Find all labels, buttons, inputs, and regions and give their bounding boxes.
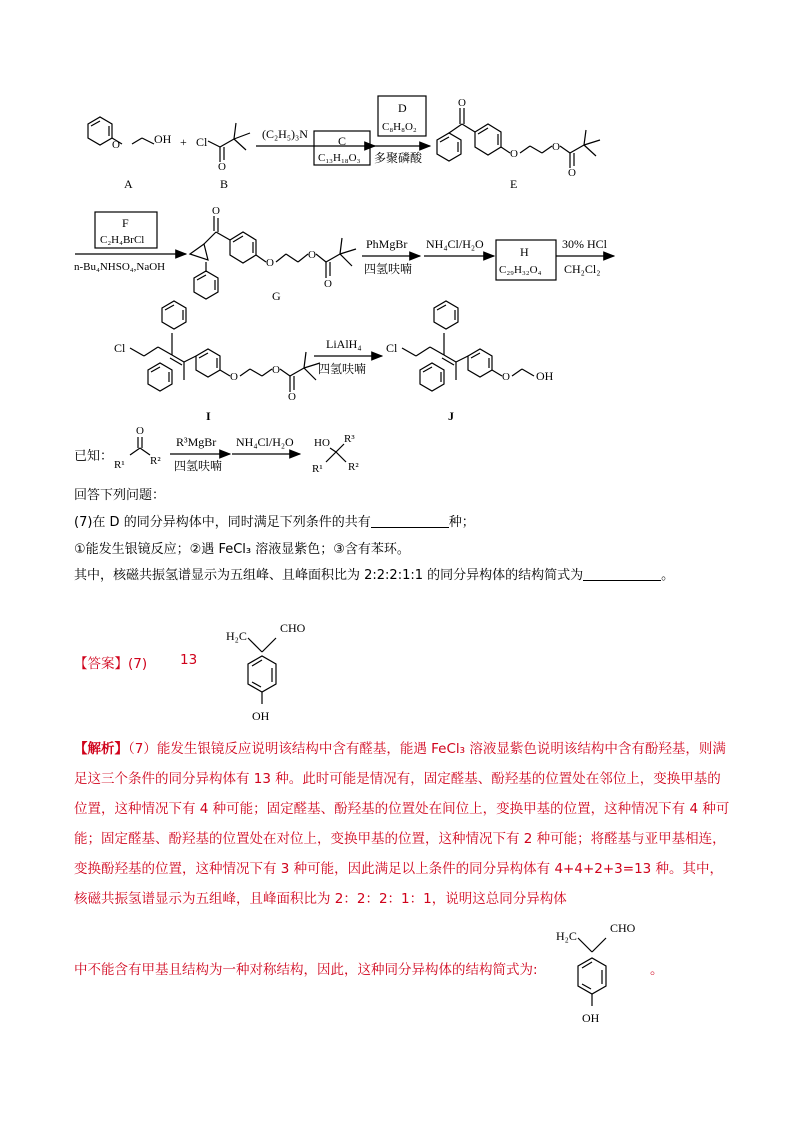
box-c-formula: C₁₃H₁₈O₃ — [318, 152, 361, 164]
question-7-nmr — [74, 566, 674, 586]
question-7-nmr-text: 其中，核磁共振氢谱显示为五组峰、且峰面积比为 2:2:2:1:1 的同分异构体的结构简式为 — [74, 568, 584, 583]
plus-sign: + — [180, 135, 187, 149]
arrow3-reagent: n-Bu₄NHSO₄,NaOH — [74, 261, 166, 273]
compound-a-structure — [88, 117, 154, 145]
known-ho: HO — [314, 437, 330, 449]
known-solvent: 四氢呋喃 — [174, 459, 223, 473]
analysis-text: （7）能发生银镜反应说明该结构中含有醛基，能遇 FeCl₃ 溶液显紫色说明该结构中含有酚羟基，则满足这三个条件的同分异构体有 13 种。此时可能是情况有，固定醛基、酚羟基的位置处在邻位上，变换甲基的位置，这种情况下有 4 种可能；固定醛基、酚羟基的位置处在间位上，变换甲基的位置，这种情况下有 4 种可能；固定醛基、酚羟基的位置处在对位上，变换甲基的位置，这种情况下有 2 种可能；将醛基与亚甲基相连，变换酚羟基的位置，这种情况下有 3 种可能，因此满足以上条件的同分异构体有 4+4+2+3=13 种。其中，核磁共振氢谱显示为五组峰，且峰面积比为 2：2：2：1：1，说明这总同分异构体 — [74, 741, 730, 907]
known-prefix: 已知： — [74, 448, 114, 463]
svg-text:O: O — [112, 139, 120, 151]
question-7-unit: 种； — [448, 515, 475, 530]
compound-i-structure — [130, 301, 320, 392]
answer-oh: OH — [252, 709, 270, 723]
svg-text:O: O — [568, 167, 576, 179]
svg-text:O: O — [324, 278, 332, 290]
answer-cho: CHO — [280, 621, 306, 635]
svg-text:O: O — [502, 371, 510, 383]
question-7-text: (7)在 D 的同分异构体中，同时满足下列条件的共有 — [74, 515, 371, 530]
known-r2-right: R² — [348, 461, 359, 473]
compound-j-structure — [402, 301, 534, 391]
arrow2-reagent: 多聚磷酸 — [374, 151, 423, 165]
box-f-label: F — [122, 216, 129, 230]
synthesis-scheme — [0, 0, 800, 480]
known-r1-right: R¹ — [312, 463, 323, 475]
compound-j-cl: Cl — [386, 341, 398, 355]
compound-e-structure — [437, 108, 600, 168]
svg-text:O: O — [218, 161, 226, 173]
answer-label: 【答案】(7) — [74, 656, 148, 672]
compound-j-oh: OH — [536, 369, 554, 383]
svg-text:O: O — [230, 371, 238, 383]
compound-a-oh: OH — [154, 132, 172, 146]
arrow7-reagent: LiAlH₄ — [326, 337, 362, 351]
answer-h2c: H₂C — [226, 629, 247, 643]
answer-blank-structure — [583, 566, 661, 581]
label-a: A — [124, 177, 133, 191]
svg-text:O: O — [136, 425, 144, 437]
question-7 — [74, 513, 475, 533]
answer-blank-count — [371, 513, 449, 528]
svg-text:O: O — [308, 249, 316, 261]
box-h-formula: C₂₉H₃₂O₄ — [499, 264, 542, 276]
arrow6-solvent: CH₂Cl₂ — [564, 262, 601, 276]
svg-text:O: O — [458, 97, 466, 109]
known-r2-left: R² — [150, 455, 161, 467]
label-j: J — [448, 409, 454, 423]
answer-count: 13 — [180, 652, 198, 668]
known-r3: R³ — [344, 433, 355, 445]
arrow7-solvent: 四氢呋喃 — [318, 362, 367, 376]
arrow5-reagent: NH₄Cl/H₂O — [426, 237, 484, 251]
question-7-end: 。 — [661, 568, 675, 583]
known-r1-left: R¹ — [114, 459, 125, 471]
svg-text:O: O — [212, 205, 220, 217]
box-h-label: H — [520, 245, 529, 259]
analysis-h2c: H₂C — [556, 929, 577, 943]
question-intro: 回答下列问题： — [74, 488, 166, 503]
analysis-oh: OH — [582, 1011, 600, 1025]
svg-text:O: O — [288, 391, 296, 403]
analysis-last-line: 中不能含有甲基且结构为一种对称结构，因此，这种同分异构体的结构简式为: — [74, 962, 538, 978]
known-reagent1: R³MgBr — [176, 435, 217, 449]
question-conditions: ①能发生银镜反应；②遇 FeCl₃ 溶液显紫色；③含有苯环。 — [74, 542, 410, 557]
label-i: I — [206, 409, 211, 423]
analysis-cho: CHO — [610, 921, 636, 935]
analysis-paragraph — [74, 734, 734, 914]
svg-text:O: O — [266, 257, 274, 269]
compound-i-cl: Cl — [114, 341, 126, 355]
arrow4-solvent: 四氢呋喃 — [364, 262, 413, 276]
svg-text:O: O — [552, 141, 560, 153]
svg-text:O: O — [272, 364, 280, 376]
svg-text:O: O — [510, 148, 518, 160]
analysis-end: 。 — [650, 962, 664, 978]
label-e: E — [510, 177, 518, 191]
box-d-formula: C₈H₈O₂ — [382, 121, 417, 133]
analysis-label: 【解析】 — [74, 741, 128, 757]
compound-b-cl: Cl — [196, 135, 208, 149]
label-g: G — [272, 289, 281, 303]
answer-structure — [220, 612, 330, 728]
arrow1-reagent: (C₂H₅)₃N — [262, 127, 308, 141]
analysis-structure — [548, 912, 658, 1032]
box-c-label: C — [338, 134, 347, 148]
compound-b-structure — [208, 123, 250, 162]
arrow4-reagent: PhMgBr — [366, 237, 408, 251]
known-reagent2: NH₄Cl/H₂O — [236, 435, 294, 449]
label-b: B — [220, 177, 229, 191]
box-d-label: D — [398, 101, 407, 115]
box-f-formula: C₂H₄BrCl — [100, 234, 145, 246]
arrow6-reagent: 30% HCl — [562, 237, 607, 251]
